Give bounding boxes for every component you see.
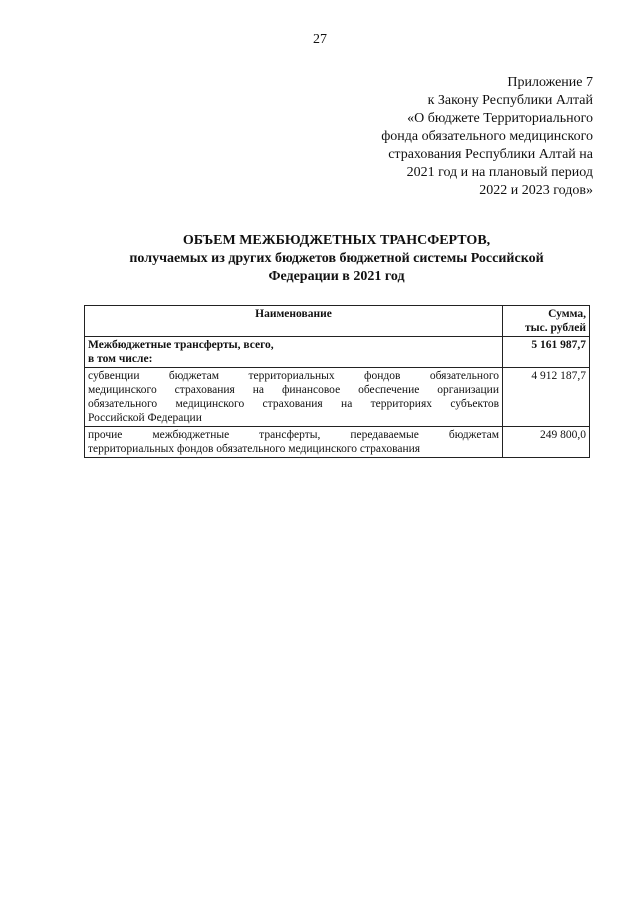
title-line: ОБЪЕМ МЕЖБЮДЖЕТНЫХ ТРАНСФЕРТОВ,: [182, 233, 491, 248]
table-row: [85, 427, 590, 458]
appendix-line: страхования Республики Алтай на: [388, 147, 593, 162]
table-header-row: [85, 306, 590, 337]
row-name-line: Межбюджетные трансферты, всего,: [88, 339, 274, 351]
header-sum: [503, 306, 590, 337]
header-sum-line: тыс. рублей: [525, 322, 586, 334]
row-sum: 249 800,0: [503, 427, 590, 458]
appendix-heading: [293, 74, 593, 200]
table-row-total: [85, 337, 590, 368]
row-name-line: в том числе:: [88, 353, 153, 365]
appendix-line: фонда обязательного медицинского: [381, 129, 593, 144]
row-name-line: обязательного медицинского страхования на территориях субъектов: [88, 398, 499, 410]
title-line: Федерации в 2021 год: [268, 269, 405, 284]
appendix-line: «О бюджете Территориального: [407, 111, 593, 126]
row-sum: 5 161 987,7: [503, 337, 590, 368]
header-name: Наименование: [85, 306, 503, 337]
appendix-line: 2021 год и на плановый период: [406, 165, 593, 180]
title-line: получаемых из других бюджетов бюджетной системы Российской: [129, 251, 544, 266]
appendix-line: к Закону Республики Алтай: [427, 93, 593, 108]
table-row: [85, 368, 590, 427]
document-title: [84, 232, 589, 286]
row-name-line: Российской Федерации: [88, 412, 202, 424]
row-name: [85, 368, 503, 427]
header-sum-line: Сумма,: [548, 308, 586, 320]
row-name: [85, 427, 503, 458]
row-name-line: субвенции бюджетам территориальных фондов обязательного: [88, 370, 499, 382]
page-number: 27: [313, 32, 327, 47]
transfers-table: [84, 305, 590, 458]
row-name-line: территориальных фондов обязательного медицинского страхования: [88, 443, 421, 455]
row-name: [85, 337, 503, 368]
row-name-line: медицинского страхования на финансовое обеспечение организации: [88, 384, 499, 396]
row-name-line: прочие межбюджетные трансферты, передаваемые бюджетам: [88, 429, 499, 441]
row-sum: 4 912 187,7: [503, 368, 590, 427]
appendix-line: 2022 и 2023 годов»: [479, 183, 593, 198]
appendix-line: Приложение 7: [507, 75, 593, 90]
